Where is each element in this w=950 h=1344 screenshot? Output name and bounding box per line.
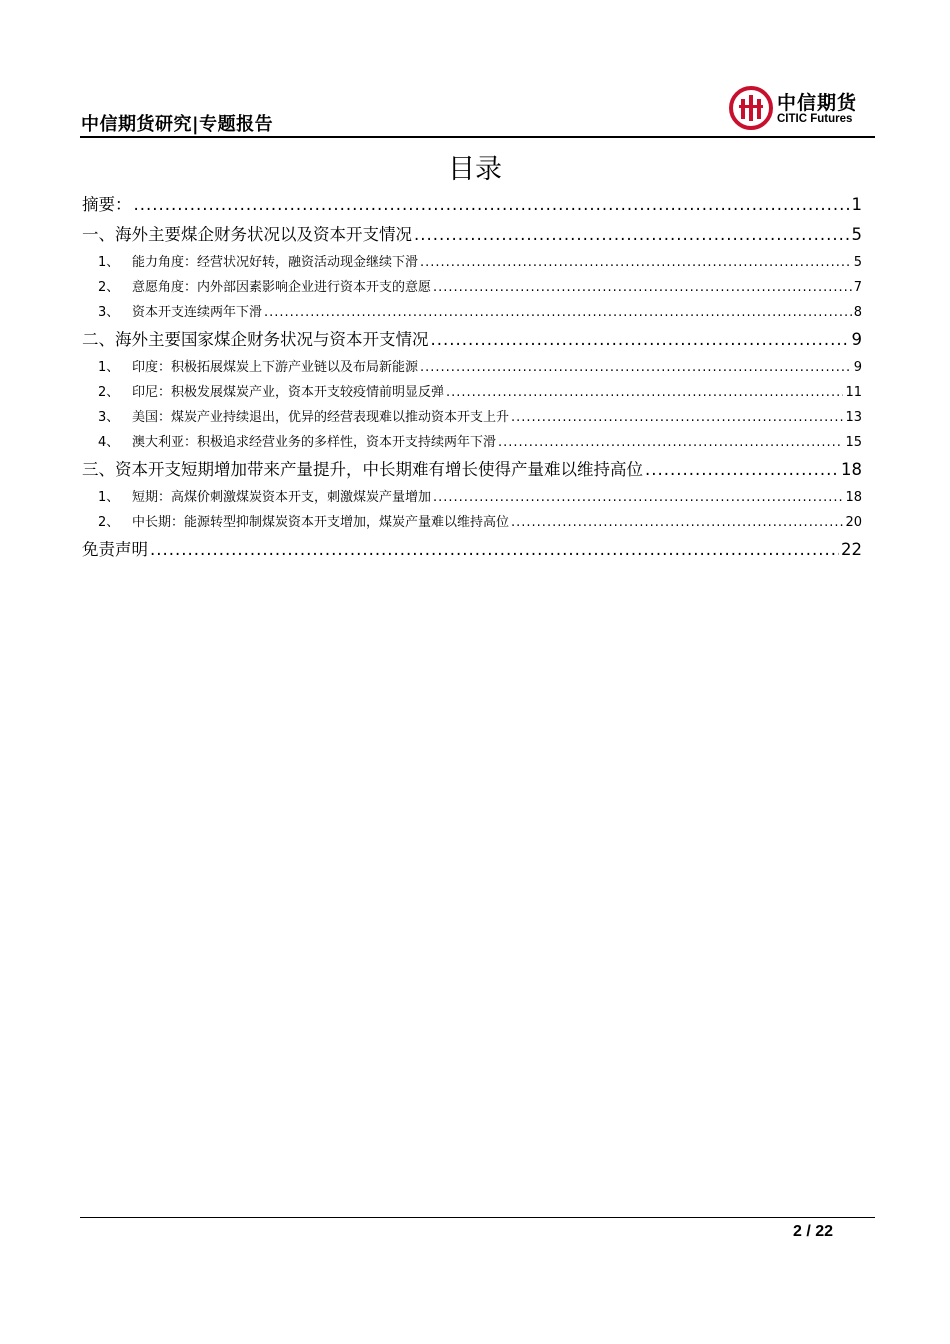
toc-entry-text: 免责声明 <box>82 540 148 559</box>
toc-subentry-number: 1、 <box>98 490 120 505</box>
toc-dot-leader <box>511 510 843 535</box>
toc-subentry-number: 4、 <box>98 435 120 450</box>
toc-dot-leader <box>433 485 843 510</box>
citic-logo-icon <box>729 86 773 130</box>
toc-subentry[interactable] <box>82 355 862 380</box>
toc-subentry-text: 资本开支连续两年下滑 <box>132 305 263 320</box>
report-header-title: 中信期货研究|专题报告 <box>81 114 274 135</box>
header-divider <box>80 136 875 138</box>
toc-dot-leader <box>420 355 852 380</box>
toc-subentry[interactable] <box>82 380 862 405</box>
toc-dot-leader <box>511 405 843 430</box>
toc-entry-page: 18 <box>841 460 862 479</box>
toc-subentry-number: 2、 <box>98 515 120 530</box>
toc-subentry-text: 能力角度：经营状况好转，融资活动现金继续下滑 <box>132 255 419 270</box>
toc-subentry[interactable] <box>82 510 862 535</box>
toc-entry-text: 摘要： <box>82 195 132 214</box>
toc-subentry-text: 意愿角度：内外部因素影响企业进行资本开支的意愿 <box>132 280 432 295</box>
toc-subentry-text: 短期：高煤价刺激煤炭资本开支，刺激煤炭产量增加 <box>132 490 432 505</box>
toc-dot-leader <box>414 220 850 250</box>
toc-dot-leader <box>433 275 852 300</box>
toc-subentry[interactable] <box>82 405 862 430</box>
toc-subentry-number: 2、 <box>98 280 120 295</box>
toc-entry-page: 5 <box>851 225 862 244</box>
toc-subentry[interactable] <box>82 430 862 455</box>
footer-divider <box>80 1217 875 1218</box>
page-indicator: 2 / 22 <box>792 1223 833 1240</box>
logo-chinese-name: 中信期货 <box>777 92 858 114</box>
toc-dot-leader <box>264 300 852 325</box>
toc-subentry-page: 20 <box>845 515 862 530</box>
toc-subentry-page: 15 <box>845 435 862 450</box>
toc-dot-leader <box>446 380 843 405</box>
logo-english-name: CITIC Futures <box>777 113 853 125</box>
toc-title: 目录 <box>448 154 502 185</box>
toc-subentry-number: 1、 <box>98 360 120 375</box>
toc-subentry-page: 11 <box>845 385 862 400</box>
toc-entry-page: 22 <box>841 540 862 559</box>
toc-subentry-page: 5 <box>853 255 862 270</box>
toc-subentry-text: 中长期：能源转型抑制煤炭资本开支增加，煤炭产量难以维持高位 <box>132 515 510 530</box>
toc-subentry-text: 印尼：积极发展煤炭产业，资本开支较疫情前明显反弹 <box>132 385 445 400</box>
toc-subentry[interactable] <box>82 485 862 510</box>
toc-entry[interactable] <box>82 535 862 565</box>
table-of-contents <box>82 190 862 565</box>
toc-entry-text: 三、资本开支短期增加带来产量提升，中长期难有增长使得产量难以维持高位 <box>82 460 643 479</box>
toc-entry[interactable] <box>82 325 862 355</box>
toc-entry[interactable] <box>82 455 862 485</box>
toc-dot-leader <box>150 535 839 565</box>
toc-subentry[interactable] <box>82 250 862 275</box>
toc-dot-leader <box>645 455 839 485</box>
toc-entry-page: 9 <box>851 330 862 349</box>
toc-subentry-text: 美国：煤炭产业持续退出，优异的经营表现难以推动资本开支上升 <box>132 410 510 425</box>
toc-subentry-page: 18 <box>845 490 862 505</box>
toc-entry-page: 1 <box>851 195 862 214</box>
toc-subentry-number: 2、 <box>98 385 120 400</box>
toc-subentry-page: 9 <box>853 360 862 375</box>
toc-entry[interactable] <box>82 220 862 250</box>
citic-futures-logo <box>729 86 869 130</box>
toc-dot-leader <box>420 250 852 275</box>
toc-entry-text: 一、海外主要煤企财务状况以及资本开支情况 <box>82 225 412 244</box>
toc-subentry[interactable] <box>82 300 862 325</box>
toc-entry-text: 二、海外主要国家煤企财务状况与资本开支情况 <box>82 330 429 349</box>
toc-subentry-number: 1、 <box>98 255 120 270</box>
toc-subentry-number: 3、 <box>98 305 120 320</box>
toc-subentry[interactable] <box>82 275 862 300</box>
toc-subentry-page: 7 <box>853 280 862 295</box>
toc-entry[interactable] <box>82 190 862 220</box>
toc-subentry-page: 13 <box>845 410 862 425</box>
toc-subentry-number: 3、 <box>98 410 120 425</box>
toc-dot-leader <box>431 325 850 355</box>
toc-subentry-text: 澳大利亚：积极追求经营业务的多样性，资本开支持续两年下滑 <box>132 435 497 450</box>
toc-subentry-page: 8 <box>853 305 862 320</box>
toc-subentry-text: 印度：积极拓展煤炭上下游产业链以及布局新能源 <box>132 360 419 375</box>
toc-dot-leader <box>134 190 850 220</box>
toc-dot-leader <box>498 430 843 455</box>
